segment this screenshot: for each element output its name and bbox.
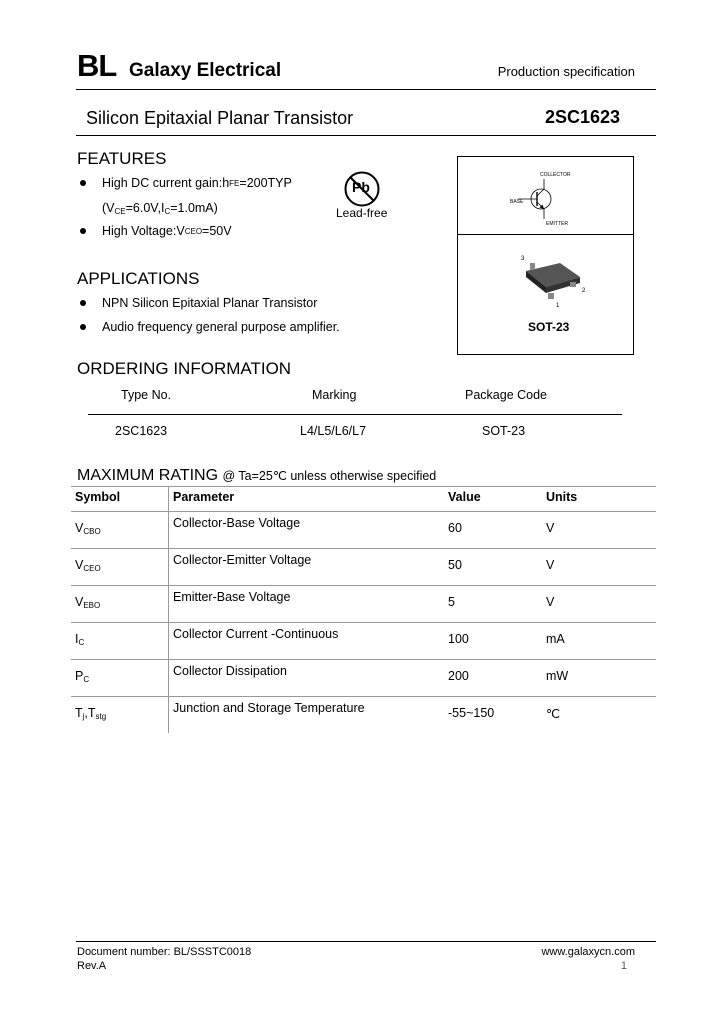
unit-cell: ℃ [542,697,656,734]
document-title: Silicon Epitaxial Planar Transistor [86,108,354,128]
sot23-package-icon [518,257,588,307]
package-divider [458,234,633,235]
parameter-cell: Collector Current -Continuous [169,623,445,660]
symbol-cell: $V_{EBO}$ [71,586,169,623]
table-row [71,660,656,697]
max-rating-condition: @ Ta=25℃ unless otherwise specified [222,469,437,483]
ordering-type-value: 2SC1623 [115,424,168,438]
max-rating-title [77,467,436,485]
ordering-col-package: Package Code [465,388,548,402]
features-heading: FEATURES [77,149,167,168]
value-cell: 50 [444,549,542,586]
table-row [71,586,656,623]
max-rating-heading: MAXIMUM RATING [77,467,219,484]
emitter-label: EMITTER [546,221,568,227]
ordering-package-value: SOT-23 [482,424,526,438]
unit-cell: mW [542,660,656,697]
company-name: Galaxy Electrical [129,60,282,81]
feature-item: High DC current gain:h FE =200TYP [80,176,292,190]
title-divider [76,135,656,136]
ordering-col-type: Type No. [121,388,172,402]
applications-heading: APPLICATIONS [77,269,200,288]
symbol-cell: $V_{CBO}$ [71,512,169,549]
bullet-icon [80,324,86,330]
symbol-cell: $T_j,T_{stg}$ [71,697,169,734]
parameter-cell: Collector-Base Voltage [169,512,445,549]
symbol-cell: $I_C$ [71,623,169,660]
feature-condition: $(V_{CE}=6.0V,I_C=1.0mA)$ [102,201,218,216]
parameter-cell: Junction and Storage Temperature [169,697,445,734]
lead-free-label: Lead-free [336,206,388,220]
part-number: 2SC1623 [544,107,620,127]
value-cell: 60 [444,512,542,549]
page-number: 1 [620,960,627,972]
pb-symbol: Pb [352,179,370,195]
table-row [71,549,656,586]
symbol-cell: $P_C$ [71,660,169,697]
lead-free-icon [343,170,381,208]
value-cell: 200 [444,660,542,697]
company-logo-bl: BL [77,48,117,83]
ordering-marking-value: L4/L5/L6/L7 [300,424,367,438]
package-name: SOT-23 [528,320,570,334]
col-symbol: Symbol [71,487,169,512]
ordering-heading: ORDERING INFORMATION [77,359,292,378]
website-link[interactable]: www.galaxycn.com [541,946,635,958]
max-rating-table [71,486,656,733]
pin2-label: 2 [582,288,586,294]
application-item: Audio frequency general purpose amplifier. [80,320,340,334]
unit-cell: V [542,549,656,586]
bullet-icon [80,228,86,234]
ordering-col-marking: Marking [312,388,357,402]
feature-item: High Voltage:V CEO =50V [80,224,232,238]
production-spec-label: Production specification [497,64,635,79]
pin1-label: 1 [556,303,560,309]
unit-cell: V [542,512,656,549]
col-units: Units [542,487,656,512]
value-cell: 5 [444,586,542,623]
value-cell: -55~150 [444,697,542,734]
value-cell: 100 [444,623,542,660]
collector-label: COLLECTOR [540,172,571,178]
application-item: NPN Silicon Epitaxial Planar Transistor [80,296,317,310]
unit-cell: mA [542,623,656,660]
table-row [71,512,656,549]
transistor-symbol-icon [513,177,563,222]
revision: Rev.A [77,960,107,972]
symbol-cell: $V_{CEO}$ [71,549,169,586]
unit-cell: V [542,586,656,623]
base-label: BASE [510,199,524,205]
col-value: Value [444,487,542,512]
ordering-divider [88,414,622,415]
table-header-row [71,487,656,512]
table-row [71,697,656,734]
parameter-cell: Collector-Emitter Voltage [169,549,445,586]
footer-divider [76,941,656,942]
table-row [71,623,656,660]
parameter-cell: Collector Dissipation [169,660,445,697]
pin3-label: 3 [521,256,525,262]
bullet-icon [80,180,86,186]
document-number: Document number: BL/SSSTC0018 [77,946,252,958]
bullet-icon [80,300,86,306]
header-divider [76,89,656,90]
col-parameter: Parameter [169,487,445,512]
package-box [457,156,634,355]
parameter-cell: Emitter-Base Voltage [169,586,445,623]
